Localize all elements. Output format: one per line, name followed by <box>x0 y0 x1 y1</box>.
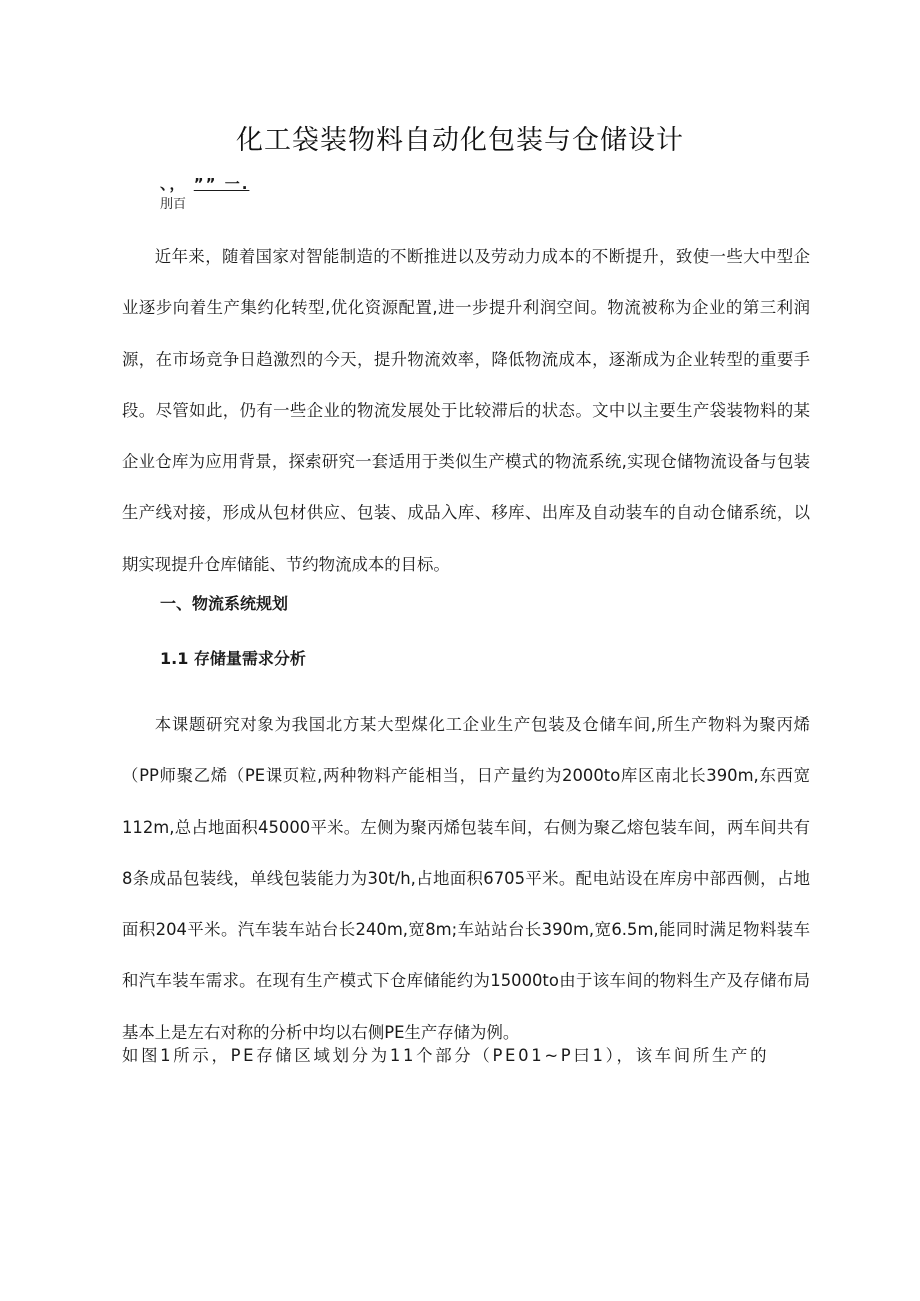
preface-label: 刖百 <box>160 197 187 212</box>
paragraph-last-line: 如图1所示，PE存储区域划分为11个部分（PE01~P曰1），该车间所生产的 <box>122 1046 770 1065</box>
subsection-heading: 1.1 存储量需求分析 <box>160 649 306 668</box>
intro-paragraph: 近年来，随着国家对智能制造的不断推进以及劳动力成本的不断提升，致使一些大中型企业逐步向着生产集约化转型,优化资源配置,进一步提升利润空间。物流被称为企业的第三利润源，在市场竞争日趋激烈的今天，提升物流效率，降低物流成本，逐渐成为企业转型的重要手段。尽管如此，仍有一些企业的物流发展处于比较滞后的状态。文中以主要生产袋装物料的某企业仓库为应用背景，探索研究一套适用于类似生产模式的物流系统,实现仓储物流设备与包装生产线对接，形成从包材供应、包装、成品入库、移库、出库及自动装车的自动仓储系统，以期实现提升仓库储能、节约物流成本的目标。 <box>122 247 810 574</box>
scan-artifact-line <box>160 173 249 194</box>
scan-artifact-underlined: ”” 一. <box>193 175 250 193</box>
document-title: 化工袋装物料自动化包装与仓储设计 <box>236 125 684 156</box>
body-paragraph: 本课题研究对象为我国北方某大型煤化工企业生产包装及仓储车间,所生产物料为聚丙烯（PP师聚乙烯（PE课页粒,两种物料产能相当，日产量约为2000to库区南北长390m,东西宽112m,总占地面积45000平米。左侧为聚丙烯包装车间，右侧为聚乙熔包装车间，两车间共有8条成品包装线，单线包装能力为30t/h,占地面积6705平米。配电站设在库房中部西侧，占地面积204平米。汽车装车站台长240m,宽8m;车站站台长390m,宽6.5m,能同时满足物料装车和汽车装车需求。在现有生产模式下仓库储能约为15000to由于该车间的物料生产及存储布局基本上是左右对称的分析中均以右侧PE生产存储为例。 <box>122 715 810 1042</box>
section-heading: 一、物流系统规划 <box>160 594 289 613</box>
scan-artifact-prefix: 、， <box>160 175 187 193</box>
